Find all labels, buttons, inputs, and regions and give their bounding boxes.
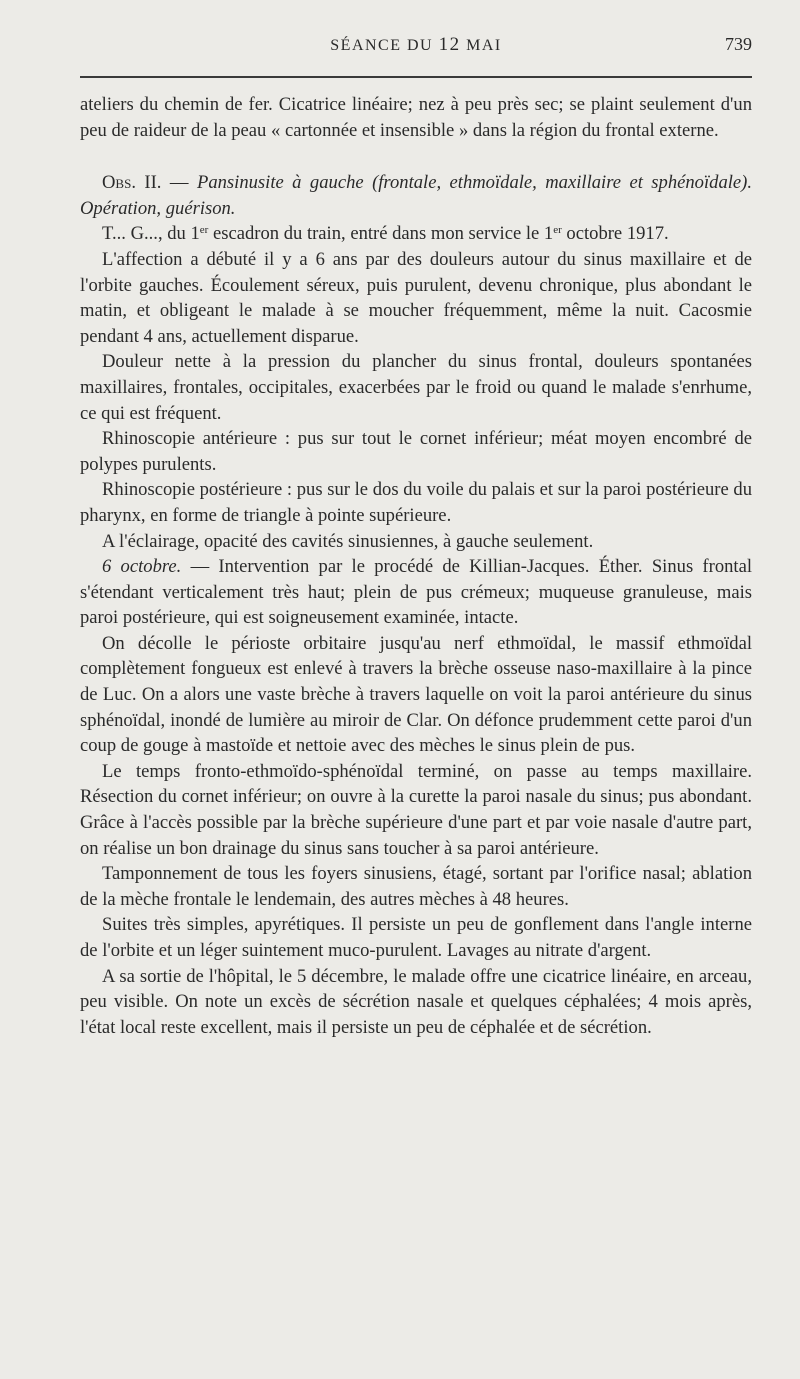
paragraph: [80, 221, 752, 247]
paragraph: Le temps fronto-ethmoïdo-sphénoïdal terminé, on passe au temps maxillaire. Résection du cornet inférieur; on ouvre à la curette la paroi nasale du sinus; pus abondant. Grâce à l'accès possible par la brèche supérieure d'une part et par voie nasale d'autre part, on réalise un bon drainage du sinus sans toucher à sa paroi antérieure.: [80, 760, 752, 859]
paragraph: ateliers du chemin de fer. Cicatrice linéaire; nez à peu près sec; se plaint seulement d'un peu de raideur de la peau « cartonnée et insensible » dans la région du frontal externe.: [80, 94, 752, 141]
paragraph: Douleur nette à la pression du plancher du sinus frontal, douleurs spontanées maxillaires, frontales, occipitales, exacerbées par le froid ou quand le malade s'enrhume, ce qui est fréquent.: [80, 351, 752, 424]
intervention-text: — Intervention par le procédé de Killian-Jacques. Éther. Sinus frontal s'étendant verticalement très haut; plein de pus crémeux; muqueuse granuleuse, mais paroi postérieure, qui est soigneusement examinée, intacte.: [80, 556, 752, 629]
header-rule: [80, 76, 752, 78]
paragraph: L'affection a débuté il y a 6 ans par des douleurs autour du sinus maxillaire et de l'orbite gauches. Écoulement séreux, puis purulent, devenu chronique, plus abondant le matin, et obligeant le malade à se moucher fréquemment, même la nuit. Cacosmie pendant 4 ans, actuellement disparue.: [80, 248, 752, 347]
superscript: er: [199, 224, 209, 237]
running-title-post: MAI: [460, 37, 502, 54]
running-title-num: 12: [438, 34, 461, 55]
observation-dash: —: [161, 172, 197, 194]
page-number: 739: [725, 34, 752, 54]
page-header: [80, 34, 752, 60]
paragraph: A l'éclairage, opacité des cavités sinusiennes, à gauche seulement.: [102, 530, 594, 552]
observation-title: Pansinusite à gauche (frontale, ethmoïdale, maxillaire et sphénoïdale). Opération, guérison.: [80, 172, 752, 219]
running-title-pre: SÉANCE DU: [330, 37, 439, 54]
paragraph: Tamponnement de tous les foyers sinusiens, étagé, sortant par l'orifice nasal; ablation de la mèche frontale le lendemain, des autres mèches à 48 heures.: [80, 863, 752, 910]
intervention-date: 6 octobre.: [102, 556, 182, 578]
observation-heading: [80, 170, 752, 221]
paragraph: [80, 554, 752, 631]
paragraph: Rhinoscopie postérieure : pus sur le dos du voile du palais et sur la paroi postérieure du pharynx, en forme de triangle à pointe supérieure.: [80, 479, 752, 526]
observation-label: Obs. II.: [102, 172, 162, 194]
paragraph: A sa sortie de l'hôpital, le 5 décembre, le malade offre une cicatrice linéaire, en arceau, peu visible. On note un excès de sécrétion nasale et quelques céphalées; 4 mois après, l'état local reste excellent, mais il persiste un peu de céphalée et de sécrétion.: [80, 965, 752, 1038]
paragraph: Suites très simples, apyrétiques. Il persiste un peu de gonflement dans l'angle interne de l'orbite et un léger suintement muco-purulent. Lavages au nitrate d'argent.: [80, 914, 752, 961]
superscript: er: [553, 224, 562, 237]
paragraph: On décolle le périoste orbitaire jusqu'au nerf ethmoïdal, le massif ethmoïdal complètement fongueux est enlevé à travers la brèche osseuse naso-maxillaire à la pince de Luc. On a alors une vaste brèche à travers laquelle on voit la paroi antérieure du sinus sphénoïdal, inondé de lumière au miroir de Clar. On défonce prudemment cette paroi d'un coup de gouge à mastoïde et nettoie avec des mèches le sinus plein de pus.: [80, 632, 752, 757]
patient-text: escadron du train, entré dans mon service le 1: [208, 223, 554, 245]
page-body: [80, 92, 752, 1040]
paragraph: Rhinoscopie antérieure : pus sur tout le cornet inférieur; méat moyen encombré de polypes purulents.: [80, 428, 752, 475]
patient-text: T... G..., du 1: [102, 223, 200, 245]
patient-text: octobre 1917.: [561, 223, 669, 245]
running-title: [80, 34, 752, 56]
